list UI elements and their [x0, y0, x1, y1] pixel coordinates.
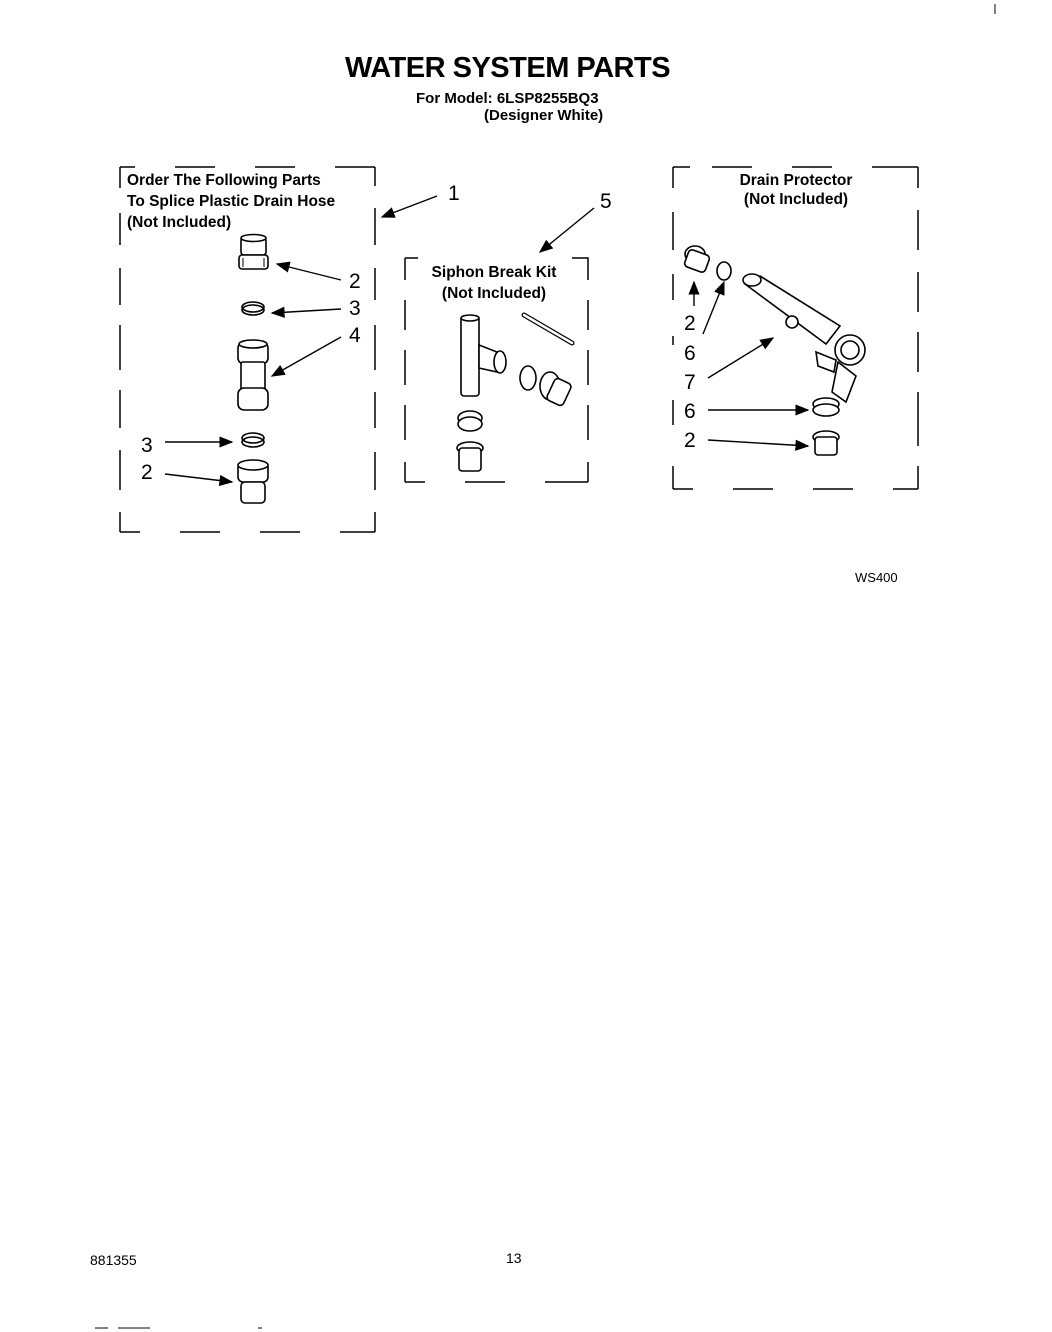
callout-dp-6-lower: 6 — [684, 400, 696, 423]
siphon-kit-label-line-2: (Not Included) — [441, 285, 547, 302]
coupling-upper — [239, 235, 268, 270]
doc-number: 881355 — [90, 1252, 137, 1268]
drain-protector-parts — [684, 246, 865, 455]
drain-protector-label-line-2: (Not Included) — [743, 191, 849, 208]
callout-dp-2-lower: 2 — [684, 429, 696, 452]
page-title: WATER SYSTEM PARTS — [345, 52, 671, 84]
figure-code: WS400 — [855, 570, 898, 585]
dp-ring-lower — [813, 398, 839, 416]
callout-dp-2-upper: 2 — [684, 312, 696, 335]
siphon-parts — [457, 315, 572, 471]
model-line: For Model: 6LSP8255BQ3 — [416, 90, 599, 107]
drain-protector-label-line-1: Drain Protector — [739, 172, 853, 189]
callout-dp-7: 7 — [684, 371, 696, 394]
dp-ring-upper — [717, 262, 731, 280]
page-marks — [95, 4, 995, 1328]
connector-tube — [238, 340, 268, 410]
clamp-ring-lower — [242, 433, 264, 447]
callout-4: 4 — [349, 324, 361, 347]
dp-coupling-upper — [684, 246, 711, 273]
callout-2-lower: 2 — [141, 461, 153, 484]
siphon-clamp — [458, 411, 482, 431]
splice-kit-label-line-1: Order The Following Parts — [127, 172, 321, 189]
callout-3-upper: 3 — [349, 297, 361, 320]
callout-dp-6-upper: 6 — [684, 342, 696, 365]
dp-body — [743, 274, 865, 402]
splice-kit-label-line-3: (Not Included) — [127, 214, 232, 231]
siphon-kit-label-line-1: Siphon Break Kit — [431, 264, 557, 281]
siphon-bottom-coupling — [457, 442, 483, 471]
siphon-leader — [540, 208, 594, 252]
siphon-ring — [520, 366, 536, 390]
splice-kit-label-line-2: To Splice Plastic Drain Hose — [127, 193, 336, 210]
splice-leaders — [165, 196, 437, 482]
callout-5: 5 — [600, 190, 612, 213]
coupling-lower — [238, 460, 268, 503]
callout-2-upper: 2 — [349, 270, 361, 293]
callout-3-lower: 3 — [141, 434, 153, 457]
siphon-coupling — [540, 372, 572, 407]
splice-parts — [238, 235, 268, 504]
callout-1: 1 — [448, 182, 460, 205]
variant-line: (Designer White) — [484, 107, 604, 124]
clamp-ring-upper — [242, 302, 264, 315]
tee-fitting — [461, 315, 506, 396]
dp-coupling-lower — [813, 431, 839, 455]
page-number: 13 — [506, 1250, 522, 1266]
